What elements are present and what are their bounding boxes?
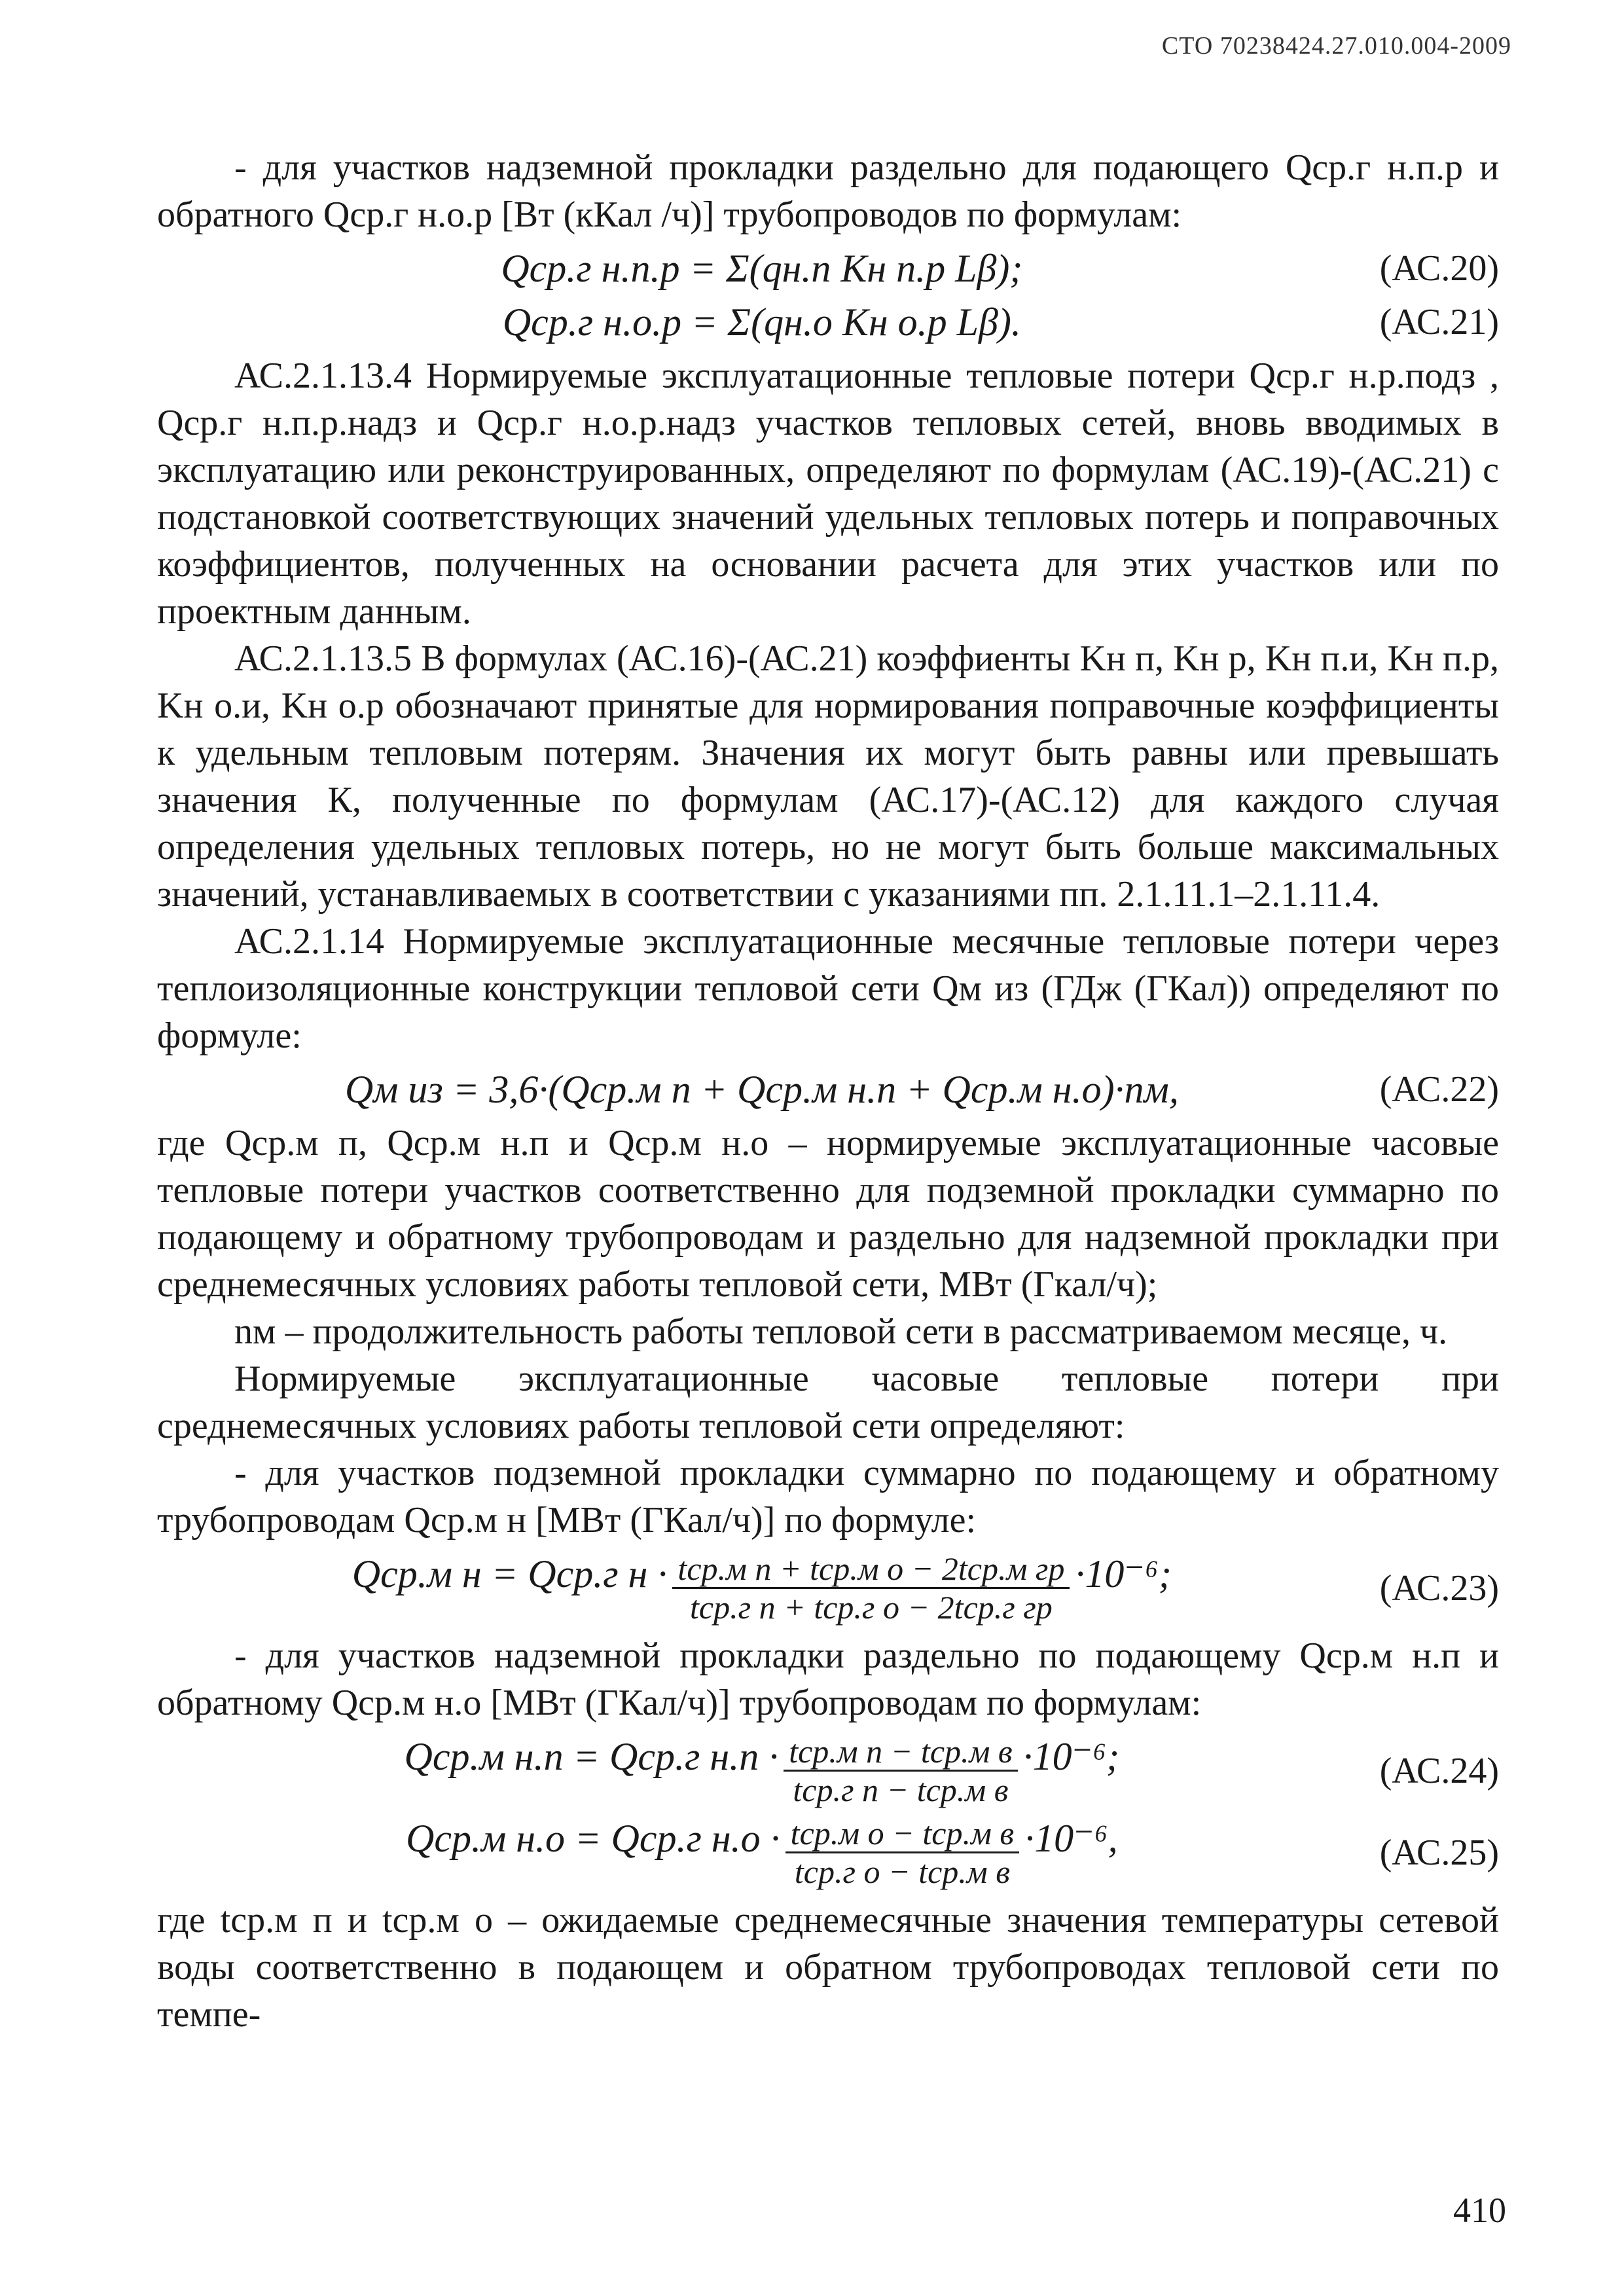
equation-number: (АС.25) xyxy=(1379,1832,1499,1873)
equation-right-side: ·10⁻⁶, xyxy=(1024,1817,1118,1860)
equation xyxy=(157,1733,1499,1808)
equation-fraction xyxy=(672,1550,1070,1626)
fraction-numerator: tср.м п + tср.м о − 2tср.м гр xyxy=(672,1550,1070,1589)
paragraph: nм – продолжительность работы тепловой сети в рассматриваемом месяце, ч. xyxy=(234,1311,1448,1352)
page-number: 410 xyxy=(1453,2191,1506,2230)
equation xyxy=(157,1815,1499,1890)
equation-number: (АС.24) xyxy=(1379,1750,1499,1791)
paragraph: АС.2.1.13.5 В формулах (АС.16)-(АС.21) коэффиенты Kн п, Kн р, Kн п.и, Kн п.р, Kн о.и, Kн о.р обозначают принятые для нормирования поправочные коэффициенты к удельным тепловым потерям. Значения их могут быть равны или превышать значения К, полученные по формулам (АС.17)-(АС.12) для каждого случая определения удельных тепловых потерь, но не могут быть больше максимальных значений, устанавливаемых в соответствии с указаниями пп. 2.1.11.1–2.1.11.4. xyxy=(157,638,1499,915)
equation xyxy=(157,1066,1499,1113)
paragraph: где Qср.м п, Qср.м н.п и Qср.м н.о – нормируемые эксплуатационные часовые тепловые потери участков соответственно для подземной прокладки суммарно по подающему и обратному трубопроводам и раздельно для надземной прокладки при среднемесячных условиях работы тепловой сети, МВт (Гкал/ч); xyxy=(157,1123,1499,1305)
fraction-denominator: tср.г п + tср.г о − 2tср.г гр xyxy=(690,1589,1053,1626)
paragraph: - для участков надземной прокладки раздельно по подающему Qср.м н.п и обратному Qср.м н.о [МВт (ГКал/ч)] трубопроводам по формулам: xyxy=(157,1635,1499,1723)
equation xyxy=(157,245,1499,292)
equation-left-side: Qср.м н = Qср.г н · xyxy=(352,1552,668,1595)
fraction-numerator: tср.м о − tср.м в xyxy=(785,1815,1019,1853)
equation-formula: Qср.г н.п.р = Σ(qн.п Kн п.р Lβ); xyxy=(501,247,1023,290)
fraction-numerator: tср.м п − tср.м в xyxy=(784,1733,1017,1772)
equation-formula xyxy=(157,1733,1367,1808)
equation-number: (АС.21) xyxy=(1379,302,1499,342)
paragraph: АС.2.1.13.4 Нормируемые эксплуатационные тепловые потери Qср.г н.р.подз , Qср.г н.п.р.надз и Qср.г н.о.р.надз участков тепловых сетей, вновь вводимых в эксплуатацию или реконструированных, определяют по формулам (АС.19)-(АС.21) с подстановкой соответствующих значений удельных тепловых потерь и поправочных коэффициентов, полученных на основании расчета для этих участков или по проектным данным. xyxy=(157,355,1499,632)
paragraph: где tср.м п и tср.м о – ожидаемые среднемесячные значения температуры сетевой воды соответственно в подающем и обратном трубопроводах тепловой сети по темпе- xyxy=(157,1900,1499,2035)
equation-number: (АС.23) xyxy=(1379,1567,1499,1609)
paragraph: - для участков надземной прокладки раздельно для подающего Qср.г н.п.р и обратного Qср.г н.о.р [Вт (кКал /ч)] трубопроводов по формулам: xyxy=(157,147,1499,235)
paragraph: АС.2.1.14 Нормируемые эксплуатационные месячные тепловые потери через теплоизоляционные конструкции тепловой сети Qм из (ГДж (ГКал)) определяют по формуле: xyxy=(157,921,1499,1056)
equation xyxy=(157,299,1499,346)
equation-left-side: Qср.м н.о = Qср.г н.о · xyxy=(406,1817,780,1860)
equation-number: (АС.20) xyxy=(1379,248,1499,289)
document-body xyxy=(157,144,1499,2038)
equation-number: (АС.22) xyxy=(1379,1069,1499,1110)
equation xyxy=(157,1550,1499,1626)
equation-fraction xyxy=(784,1733,1017,1808)
equation-fraction xyxy=(785,1815,1019,1890)
equation-formula xyxy=(157,1550,1367,1626)
document-code-header: СТО 70238424.27.010.004-2009 xyxy=(1161,32,1511,60)
equation-formula: Qм из = 3,6·(Qср.м п + Qср.м н.п + Qср.м н.о)·nм, xyxy=(344,1068,1179,1111)
fraction-denominator: tср.г п − tср.м в xyxy=(793,1772,1009,1808)
paragraph: - для участков подземной прокладки суммарно по подающему и обратному трубопроводам Qср.м н [МВт (ГКал/ч)] по формуле: xyxy=(157,1453,1499,1540)
equation-right-side: ·10⁻⁶; xyxy=(1022,1735,1120,1778)
equation-right-side: ·10⁻⁶; xyxy=(1075,1552,1172,1595)
equation-formula xyxy=(157,1815,1367,1890)
fraction-denominator: tср.г о − tср.м в xyxy=(794,1853,1010,1890)
equation-left-side: Qср.м н.п = Qср.г н.п · xyxy=(404,1735,779,1778)
paragraph: Нормируемые эксплуатационные часовые тепловые потери при среднемесячных условиях работы тепловой сети определяют: xyxy=(157,1358,1499,1446)
equation-formula: Qср.г н.о.р = Σ(qн.о Kн о.р Lβ). xyxy=(502,301,1021,344)
